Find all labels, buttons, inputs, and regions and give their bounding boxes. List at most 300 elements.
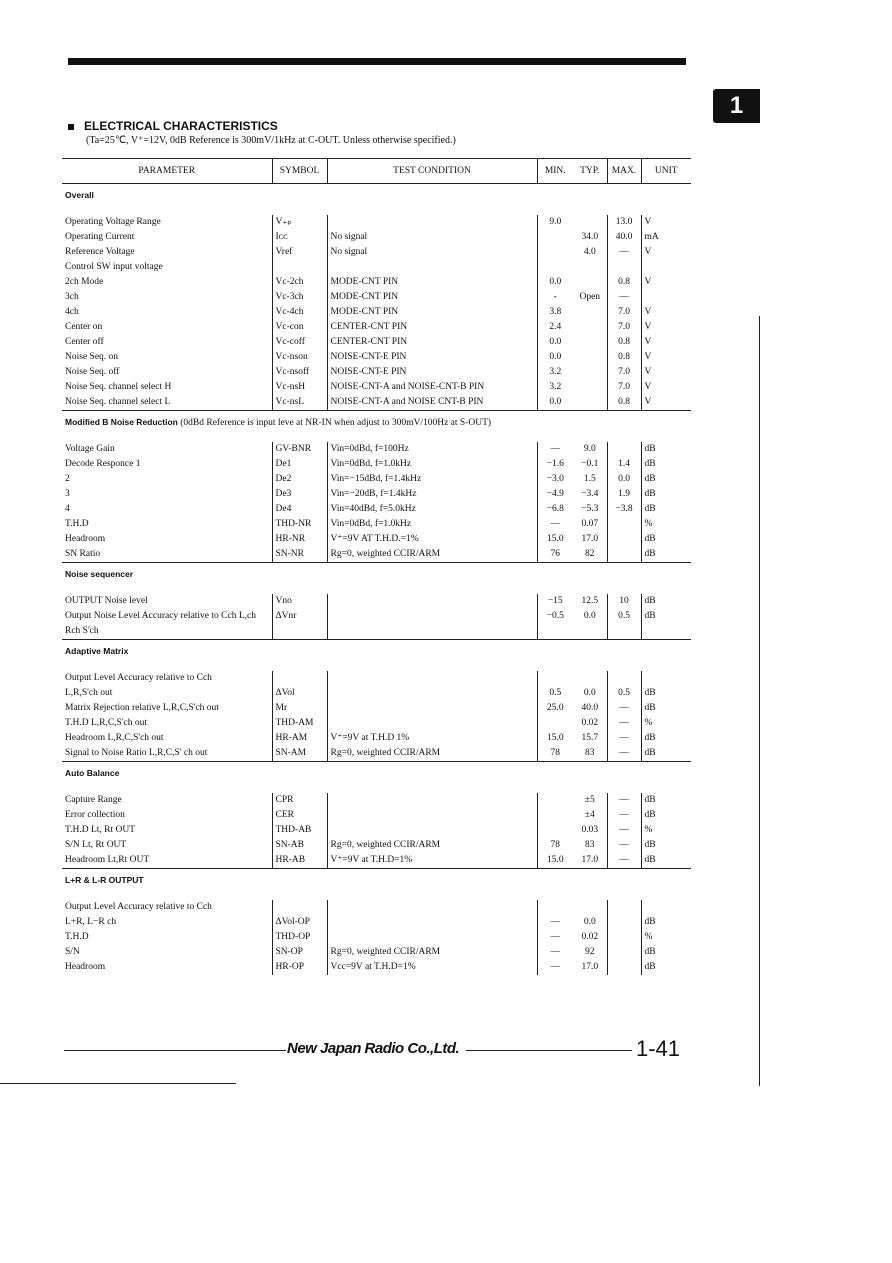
- symbol-cell: Vc-4ch: [272, 305, 327, 320]
- section-title-cell: [62, 563, 691, 587]
- min-cell: 76: [537, 547, 573, 563]
- min-cell: 78: [537, 838, 573, 853]
- table-row: [62, 671, 691, 686]
- test-condition-cell: V⁺=9V AT T.H.D.=1%: [327, 532, 537, 547]
- test-condition-cell: V⁺=9V at T.H.D=1%: [327, 853, 537, 869]
- test-condition-cell: MODE-CNT PIN: [327, 290, 537, 305]
- test-condition-cell: [327, 716, 537, 731]
- symbol-cell: THD-NR: [272, 517, 327, 532]
- max-cell: —: [607, 823, 641, 838]
- test-condition-cell: Vin=0dBd, f=1.0kHz: [327, 457, 537, 472]
- max-cell: 0.5: [607, 686, 641, 701]
- symbol-cell: Vc-coff: [272, 335, 327, 350]
- unit-cell: [641, 900, 691, 915]
- table-row: [62, 701, 691, 716]
- unit-cell: %: [641, 930, 691, 945]
- section-title-cell: [62, 184, 691, 208]
- unit-cell: dB: [641, 594, 691, 609]
- unit-cell: V: [641, 395, 691, 411]
- min-cell: [537, 260, 573, 275]
- electrical-characteristics-table: [62, 158, 691, 975]
- test-condition-cell: [327, 823, 537, 838]
- symbol-cell: HR-OP: [272, 960, 327, 975]
- unit-cell: V: [641, 350, 691, 365]
- table-row: [62, 290, 691, 305]
- parameter-cell: 3ch: [65, 292, 79, 302]
- table-header-row: [62, 159, 691, 184]
- parameter-cell: Operating Current: [65, 232, 135, 242]
- min-cell: 0.5: [537, 686, 573, 701]
- typ-cell: [573, 365, 607, 380]
- test-conditions-note: (Ta=25℃, V⁺=12V, 0dB Reference is 300mV/1kHz at C-OUT. Unless otherwise specified.): [86, 135, 456, 146]
- symbol-cell: De4: [272, 502, 327, 517]
- test-condition-cell: [327, 260, 537, 275]
- spacer-cell: [62, 434, 691, 442]
- min-cell: 0.0: [537, 350, 573, 365]
- symbol-cell: ΔVnr: [272, 609, 327, 624]
- max-cell: [607, 547, 641, 563]
- typ-cell: 9.0: [583, 444, 596, 454]
- symbol-cell: THD-AM: [272, 716, 327, 731]
- unit-cell: dB: [641, 457, 691, 472]
- typ-cell: −5.3: [581, 504, 599, 514]
- typ-cell: [573, 320, 607, 335]
- section-title: Noise sequencer: [65, 569, 134, 579]
- test-condition-cell: MODE-CNT PIN: [327, 305, 537, 320]
- spacer-row: [62, 663, 691, 671]
- max-cell: 10: [607, 594, 641, 609]
- test-condition-cell: Vin=0dBd, f=1.0kHz: [327, 517, 537, 532]
- col-header-min: MIN.: [537, 159, 573, 184]
- unit-cell: dB: [641, 472, 691, 487]
- section-row: [62, 869, 691, 893]
- table-row: [62, 624, 691, 640]
- parameter-cell: Control SW input voltage: [65, 262, 163, 272]
- symbol-cell: HR-AM: [272, 731, 327, 746]
- table-row: [62, 853, 691, 869]
- typ-cell: −3.4: [581, 489, 599, 499]
- min-cell: [537, 671, 573, 686]
- max-cell: 0.8: [607, 335, 641, 350]
- table-row: [62, 900, 691, 915]
- max-cell: [607, 260, 641, 275]
- test-condition-cell: Vin=40dBd, f=5.0kHz: [327, 502, 537, 517]
- max-cell: [607, 915, 641, 930]
- symbol-cell: ΔVol: [272, 686, 327, 701]
- parameter-cell: Rch S'ch: [65, 626, 99, 636]
- typ-cell: −0.1: [581, 459, 599, 469]
- section-row: [62, 640, 691, 664]
- col-header-symbol: SYMBOL: [272, 159, 327, 184]
- parameter-cell: 4ch: [65, 307, 79, 317]
- test-condition-cell: Vcc=9V at T.H.D=1%: [327, 960, 537, 975]
- min-cell: 15.0: [537, 731, 573, 746]
- unit-cell: V: [641, 245, 691, 260]
- min-cell: —: [537, 945, 573, 960]
- symbol-cell: SN-AB: [272, 838, 327, 853]
- table-row: [62, 380, 691, 395]
- min-cell: [537, 900, 573, 915]
- spacer-row: [62, 892, 691, 900]
- table-row: [62, 395, 691, 411]
- parameter-cell: Voltage Gain: [65, 444, 115, 454]
- col-header-typ: TYP.: [573, 159, 607, 184]
- unit-cell: V: [641, 320, 691, 335]
- section-title: Modified B Noise Reduction: [65, 417, 178, 427]
- symbol-cell: SN-AM: [272, 746, 327, 762]
- parameter-cell: Headroom Lt,Rt OUT: [65, 855, 150, 865]
- bottom-left-rule: [0, 1083, 236, 1084]
- table-row: [62, 350, 691, 365]
- typ-cell: 17.0: [581, 962, 599, 972]
- unit-cell: dB: [641, 808, 691, 823]
- max-cell: 0.5: [607, 609, 641, 624]
- min-cell: 0.0: [537, 395, 573, 411]
- parameter-cell: L,R,S'ch out: [65, 688, 113, 698]
- typ-cell: Open: [579, 292, 601, 302]
- section-title-cell: [62, 762, 691, 786]
- max-cell: —: [607, 838, 641, 853]
- unit-cell: dB: [641, 853, 691, 869]
- max-cell: [607, 960, 641, 975]
- parameter-cell: T.H.D: [65, 519, 89, 529]
- symbol-cell: Vc-nson: [272, 350, 327, 365]
- parameter-cell: Operating Voltage Range: [65, 217, 161, 227]
- unit-cell: %: [641, 823, 691, 838]
- parameter-cell: Error collection: [65, 810, 125, 820]
- typ-cell: 0.02: [581, 932, 599, 942]
- test-condition-cell: [327, 930, 537, 945]
- footer-brand: New Japan Radio Co.,Ltd.: [287, 1040, 460, 1057]
- test-condition-cell: CENTER-CNT PIN: [327, 320, 537, 335]
- typ-cell: [573, 350, 607, 365]
- unit-cell: dB: [641, 532, 691, 547]
- test-condition-cell: Rg=0, weighted CCIR/ARM: [327, 746, 537, 762]
- table-row: [62, 275, 691, 290]
- typ-cell: 4.0: [583, 247, 596, 257]
- symbol-cell: Vc-3ch: [272, 290, 327, 305]
- unit-cell: V: [641, 215, 691, 230]
- symbol-cell: GV-BNR: [272, 442, 327, 457]
- table-row: [62, 457, 691, 472]
- section-row: [62, 184, 691, 208]
- min-cell: 25.0: [537, 701, 573, 716]
- parameter-cell: Noise Seq. off: [65, 367, 120, 377]
- test-condition-cell: [327, 671, 537, 686]
- table-row: [62, 260, 691, 275]
- symbol-cell: CER: [272, 808, 327, 823]
- unit-cell: V: [641, 380, 691, 395]
- typ-cell: [573, 380, 607, 395]
- symbol-cell: Vc-con: [272, 320, 327, 335]
- min-cell: −0.5: [537, 609, 573, 624]
- spacer-cell: [62, 663, 691, 671]
- test-condition-cell: No signal: [327, 245, 537, 260]
- symbol-cell: Vc-nsL: [272, 395, 327, 411]
- max-cell: —: [607, 793, 641, 808]
- parameter-cell: Noise Seq. channel select L: [65, 397, 171, 407]
- symbol-cell: SN-NR: [272, 547, 327, 563]
- typ-cell: 40.0: [581, 703, 599, 713]
- min-cell: —: [537, 930, 573, 945]
- unit-cell: V: [641, 365, 691, 380]
- table-row: [62, 487, 691, 502]
- parameter-cell: OUTPUT Noise level: [65, 596, 148, 606]
- spacer-row: [62, 785, 691, 793]
- max-cell: 0.8: [607, 350, 641, 365]
- typ-cell: 82: [585, 549, 595, 559]
- test-condition-cell: [327, 686, 537, 701]
- test-condition-cell: NOISE-CNT-E PIN: [327, 365, 537, 380]
- unit-cell: V: [641, 275, 691, 290]
- min-cell: -: [537, 290, 573, 305]
- typ-cell: [573, 260, 607, 275]
- min-cell: —: [537, 442, 573, 457]
- max-cell: 1.4: [607, 457, 641, 472]
- max-cell: [607, 517, 641, 532]
- spacer-row: [62, 586, 691, 594]
- symbol-cell: ΔVol-OP: [272, 915, 327, 930]
- test-condition-cell: Rg=0, weighted CCIR/ARM: [327, 945, 537, 960]
- test-condition-cell: [327, 594, 537, 609]
- max-cell: [607, 930, 641, 945]
- table-row: [62, 442, 691, 457]
- test-condition-cell: [327, 215, 537, 230]
- parameter-cell: T.H.D Lt, Rt OUT: [65, 825, 136, 835]
- unit-cell: dB: [641, 442, 691, 457]
- typ-cell: [573, 275, 607, 290]
- typ-cell: 83: [585, 748, 595, 758]
- unit-cell: mA: [641, 230, 691, 245]
- typ-cell: [573, 305, 607, 320]
- min-cell: −4.9: [537, 487, 573, 502]
- typ-cell: [573, 215, 607, 230]
- parameter-cell: 2ch Mode: [65, 277, 104, 287]
- table-row: [62, 365, 691, 380]
- parameter-cell: Headroom: [65, 534, 106, 544]
- spacer-row: [62, 207, 691, 215]
- typ-cell: [573, 900, 607, 915]
- min-cell: [537, 793, 573, 808]
- max-cell: —: [607, 808, 641, 823]
- symbol-cell: CPR: [272, 793, 327, 808]
- typ-cell: 83: [585, 840, 595, 850]
- unit-cell: dB: [641, 547, 691, 563]
- symbol-cell: V₊ₚ: [272, 215, 327, 230]
- max-cell: 1.9: [607, 487, 641, 502]
- section-row: [62, 411, 691, 435]
- min-cell: —: [537, 517, 573, 532]
- parameter-cell: Signal to Noise Ratio L,R,C,S' ch out: [65, 748, 208, 758]
- section-note: (0dBd Reference is input leve at NR-IN when adjust to 300mV/100Hz at S-OUT): [180, 418, 492, 428]
- parameter-cell: Matrix Rejection relative L,R,C,S'ch out: [65, 703, 219, 713]
- min-cell: 15.0: [537, 532, 573, 547]
- max-cell: 7.0: [607, 320, 641, 335]
- right-margin-rule: [759, 316, 760, 1086]
- test-condition-cell: MODE-CNT PIN: [327, 275, 537, 290]
- table-row: [62, 532, 691, 547]
- unit-cell: [641, 671, 691, 686]
- unit-cell: dB: [641, 793, 691, 808]
- table-row: [62, 547, 691, 563]
- unit-cell: %: [641, 517, 691, 532]
- table-row: [62, 305, 691, 320]
- table-row: [62, 502, 691, 517]
- typ-cell: [573, 671, 607, 686]
- table-row: [62, 716, 691, 731]
- symbol-cell: Vc-nsoff: [272, 365, 327, 380]
- table-row: [62, 945, 691, 960]
- min-cell: —: [537, 960, 573, 975]
- symbol-cell: De3: [272, 487, 327, 502]
- typ-cell: 0.03: [581, 825, 599, 835]
- test-condition-cell: [327, 624, 537, 640]
- max-cell: 0.8: [607, 395, 641, 411]
- unit-cell: [641, 290, 691, 305]
- min-cell: 15.0: [537, 853, 573, 869]
- section-heading: [68, 119, 278, 133]
- test-condition-cell: [327, 915, 537, 930]
- unit-cell: dB: [641, 838, 691, 853]
- section-title: Overall: [65, 190, 94, 200]
- min-cell: [537, 808, 573, 823]
- spacer-cell: [62, 785, 691, 793]
- unit-cell: dB: [641, 960, 691, 975]
- parameter-cell: Output Level Accuracy relative to Cch: [65, 902, 212, 912]
- typ-cell: [573, 395, 607, 411]
- symbol-cell: HR-AB: [272, 853, 327, 869]
- test-condition-cell: Vin=−15dBd, f=1.4kHz: [327, 472, 537, 487]
- table-row: [62, 808, 691, 823]
- max-cell: [607, 442, 641, 457]
- max-cell: 13.0: [607, 215, 641, 230]
- test-condition-cell: V⁺=9V at T.H.D 1%: [327, 731, 537, 746]
- test-condition-cell: NOISE-CNT-A and NOISE CNT-B PIN: [327, 395, 537, 411]
- unit-cell: %: [641, 716, 691, 731]
- section-row: [62, 762, 691, 786]
- unit-cell: dB: [641, 609, 691, 624]
- table-row: [62, 609, 691, 624]
- typ-cell: ±4: [584, 810, 595, 820]
- symbol-cell: Iᴄᴄ: [272, 230, 327, 245]
- min-cell: 3.8: [537, 305, 573, 320]
- parameter-cell: Decode Responce 1: [65, 459, 141, 469]
- parameter-cell: L+R, L−R ch: [65, 917, 117, 927]
- max-cell: —: [607, 746, 641, 762]
- section-title: L+R & L-R OUTPUT: [65, 875, 144, 885]
- bullet-square-icon: [68, 124, 74, 130]
- section-title: Adaptive Matrix: [65, 646, 129, 656]
- typ-cell: 0.02: [581, 718, 599, 728]
- spacer-cell: [62, 586, 691, 594]
- table-row: [62, 930, 691, 945]
- parameter-cell: Headroom: [65, 962, 106, 972]
- max-cell: 40.0: [607, 230, 641, 245]
- unit-cell: [641, 260, 691, 275]
- table-row: [62, 960, 691, 975]
- symbol-cell: Vc-2ch: [272, 275, 327, 290]
- test-condition-cell: [327, 793, 537, 808]
- symbol-cell: De2: [272, 472, 327, 487]
- page-number: 1-41: [636, 1036, 681, 1061]
- parameter-cell: 3: [65, 489, 70, 499]
- parameter-cell: Noise Seq. on: [65, 352, 119, 362]
- parameter-cell: 2: [65, 474, 70, 484]
- section-tab: 1: [713, 89, 760, 123]
- test-condition-cell: Vin=−20dB, f=1.4kHz: [327, 487, 537, 502]
- typ-cell: [573, 624, 607, 640]
- table-row: [62, 320, 691, 335]
- max-cell: —: [607, 716, 641, 731]
- max-cell: [607, 900, 641, 915]
- min-cell: −15: [537, 594, 573, 609]
- parameter-cell: Output Level Accuracy relative to Cch: [65, 673, 212, 683]
- min-cell: [537, 230, 573, 245]
- col-header-test-condition: TEST CONDITION: [327, 159, 537, 184]
- table-row: [62, 517, 691, 532]
- max-cell: [607, 624, 641, 640]
- symbol-cell: [272, 260, 327, 275]
- symbol-cell: [272, 900, 327, 915]
- table-row: [62, 335, 691, 350]
- col-header-parameter: PARAMETER: [62, 159, 272, 184]
- table-row: [62, 838, 691, 853]
- min-cell: 9.0: [537, 215, 573, 230]
- min-cell: [537, 716, 573, 731]
- table-row: [62, 230, 691, 245]
- symbol-cell: De1: [272, 457, 327, 472]
- test-condition-cell: NOISE-CNT-E PIN: [327, 350, 537, 365]
- section-row: [62, 563, 691, 587]
- symbol-cell: Vno: [272, 594, 327, 609]
- parameter-cell: Noise Seq. channel select H: [65, 382, 172, 392]
- max-cell: 7.0: [607, 365, 641, 380]
- symbol-cell: THD-OP: [272, 930, 327, 945]
- symbol-cell: [272, 624, 327, 640]
- typ-cell: 92: [585, 947, 595, 957]
- section-title: Auto Balance: [65, 768, 120, 778]
- table-row: [62, 215, 691, 230]
- parameter-cell: T.H.D L,R,C,S'ch out: [65, 718, 148, 728]
- symbol-cell: THD-AB: [272, 823, 327, 838]
- typ-cell: 0.07: [581, 519, 599, 529]
- parameter-cell: S/N Lt, Rt OUT: [65, 840, 127, 850]
- heading-text: ELECTRICAL CHARACTERISTICS: [84, 119, 278, 133]
- table-row: [62, 594, 691, 609]
- test-condition-cell: Rg=0, weighted CCIR/ARM: [327, 547, 537, 563]
- section-title-cell: [62, 411, 691, 435]
- max-cell: —: [607, 701, 641, 716]
- unit-cell: V: [641, 305, 691, 320]
- min-cell: 3.2: [537, 380, 573, 395]
- footer-rule-left: [64, 1050, 286, 1051]
- min-cell: [537, 823, 573, 838]
- min-cell: −6.8: [537, 502, 573, 517]
- table-row: [62, 472, 691, 487]
- max-cell: 0.8: [607, 275, 641, 290]
- test-condition-cell: [327, 609, 537, 624]
- typ-cell: 17.0: [581, 534, 599, 544]
- test-condition-cell: CENTER-CNT PIN: [327, 335, 537, 350]
- unit-cell: V: [641, 335, 691, 350]
- unit-cell: dB: [641, 731, 691, 746]
- typ-cell: 12.5: [581, 596, 599, 606]
- spacer-cell: [62, 892, 691, 900]
- table-row: [62, 245, 691, 260]
- max-cell: —: [607, 290, 641, 305]
- parameter-cell: Headroom L,R,C,S'ch out: [65, 733, 164, 743]
- test-condition-cell: [327, 900, 537, 915]
